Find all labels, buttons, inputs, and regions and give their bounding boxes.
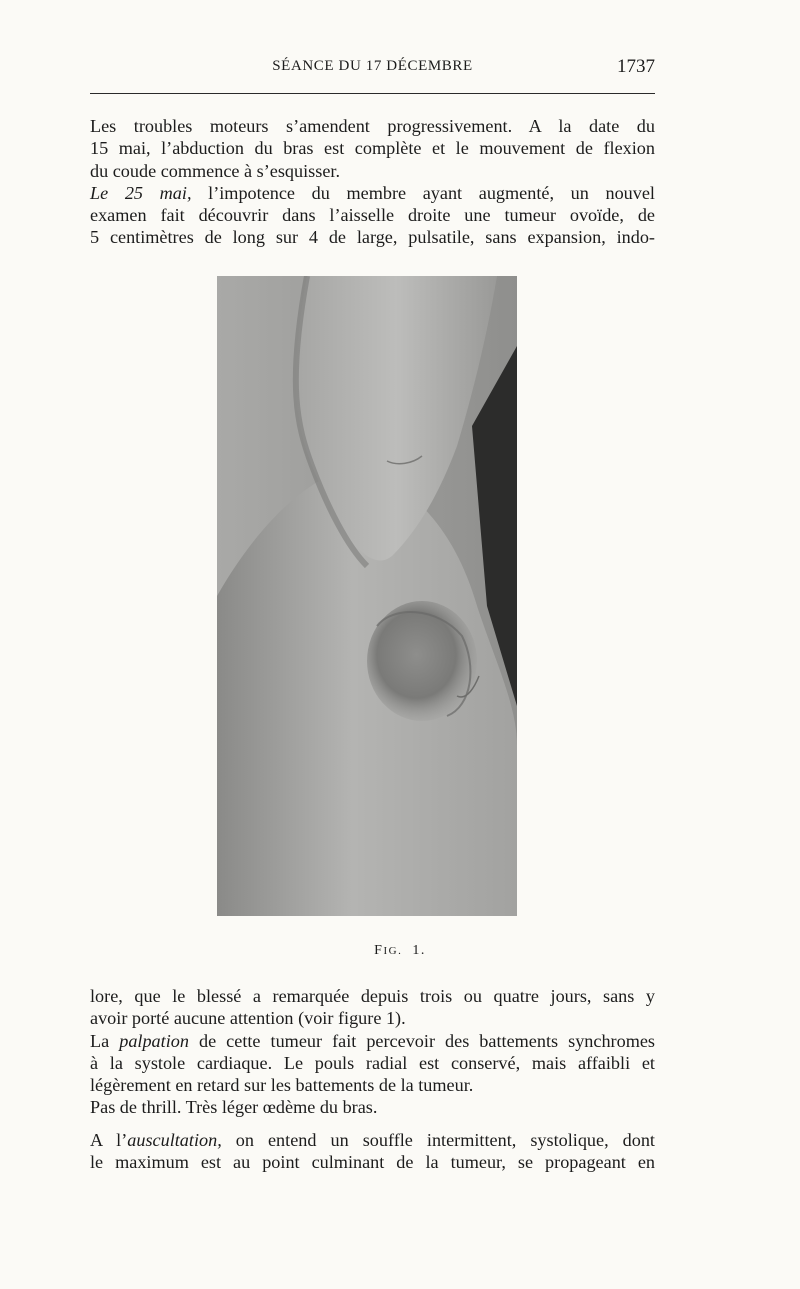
running-title: SÉANCE DU 17 DÉCEMBRE	[272, 58, 473, 74]
text-span: avoir porté aucune attention (voir figure 1).	[90, 1008, 406, 1029]
text-line	[90, 1096, 655, 1118]
text-line	[90, 182, 655, 204]
text-line	[90, 115, 655, 137]
text-span: lore, que le blessé a remarquée depuis trois ou quatre jours, sans y	[90, 986, 655, 1006]
caption-initial: F	[374, 943, 384, 958]
running-head	[90, 56, 655, 80]
emphasis: palpation	[119, 1030, 189, 1051]
emphasis: Le 25 mai,	[90, 182, 192, 203]
text-block-top	[90, 115, 655, 249]
text-line	[90, 1074, 655, 1096]
text-span: Pas de thrill. Très léger œdème du bras.	[90, 1097, 378, 1118]
text-line	[90, 1129, 655, 1151]
text-line	[90, 204, 655, 226]
text-span: à la systole cardiaque. Le pouls radial est conservé, mais affaibli et	[90, 1052, 655, 1073]
text-line	[90, 985, 655, 1007]
paragraph-gap	[90, 1119, 655, 1129]
text-line	[90, 1052, 655, 1074]
text-span: Les troubles moteurs s’amendent progressivement. A la date du	[90, 116, 655, 136]
emphasis: auscultation,	[127, 1129, 222, 1150]
text-line	[90, 137, 655, 159]
text-block-bottom	[90, 985, 655, 1173]
text-span: A l’	[90, 1129, 128, 1150]
text-span: de cette tumeur fait percevoir des battements synchromes	[188, 1030, 655, 1051]
text-span: l’impotence du membre ayant augmenté, un nouvel	[191, 182, 655, 203]
text-span: légèrement en retard sur les battements de la tumeur.	[90, 1075, 474, 1096]
axilla-photo-illustration	[217, 276, 517, 916]
text-line	[90, 1030, 655, 1052]
header-rule	[90, 93, 655, 94]
text-line	[90, 1151, 655, 1173]
text-span: 5 centimètres de long sur 4 de large, pulsatile, sans expansion, indo-	[90, 227, 655, 248]
text-span: 15 mai, l’abduction du bras est complète et le mouvement de flexion	[90, 138, 655, 159]
text-span: examen fait découvrir dans l’aisselle droite une tumeur ovoïde, de	[90, 205, 655, 226]
text-line	[90, 1007, 655, 1029]
figure-caption	[0, 943, 800, 959]
text-span: on entend un souffle intermittent, systolique, dont	[221, 1129, 655, 1150]
text-span: du coude commence à s’esquisser.	[90, 160, 340, 181]
text-span: le maximum est au point culminant de la tumeur, se propageant en	[90, 1152, 655, 1173]
text-line	[90, 160, 655, 182]
clinical-photograph	[217, 276, 517, 916]
text-line	[90, 226, 655, 248]
text-span: La	[90, 1030, 120, 1051]
caption-number: 1.	[412, 943, 426, 958]
caption-smallcaps: IG.	[383, 945, 403, 957]
page-number: 1737	[617, 56, 655, 77]
